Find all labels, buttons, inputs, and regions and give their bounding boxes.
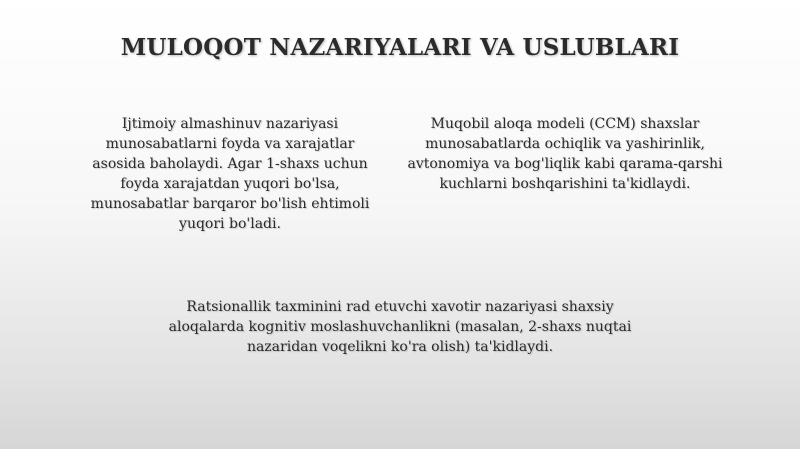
paragraph-ccm-model: Muqobil aloqa modeli (CCM) shaxslar munosabatlarda ochiqlik va yashirinlik, avtonomiya va bog'liqlik kabi qarama-qarshi kuchlarni boshqarishini ta'kidlaydi. [407, 116, 723, 192]
paragraph-social-exchange: Ijtimoiy almashinuv nazariyasi munosabatlarni foyda va xarajatlar asosida baholaydi. Agar 1-shaxs uchun foyda xarajatdan yuqori bo'lsa, munosabatlar barqaror bo'lish ehtimoli yuqori bo'ladi. [90, 116, 370, 232]
slide-title: MULOQOT NAZARIYALARI VA USLUBLARI [120, 34, 680, 61]
paragraph-anxiety-theory: Ratsionallik taxminini rad etuvchi xavotir nazariyasi shaxsiy aloqalarda kognitiv moslashuvchanlikni (masalan, 2-shaxs nuqtai nazaridan voqelikni ko'ra olish) ta'kidlaydi. [168, 299, 632, 355]
